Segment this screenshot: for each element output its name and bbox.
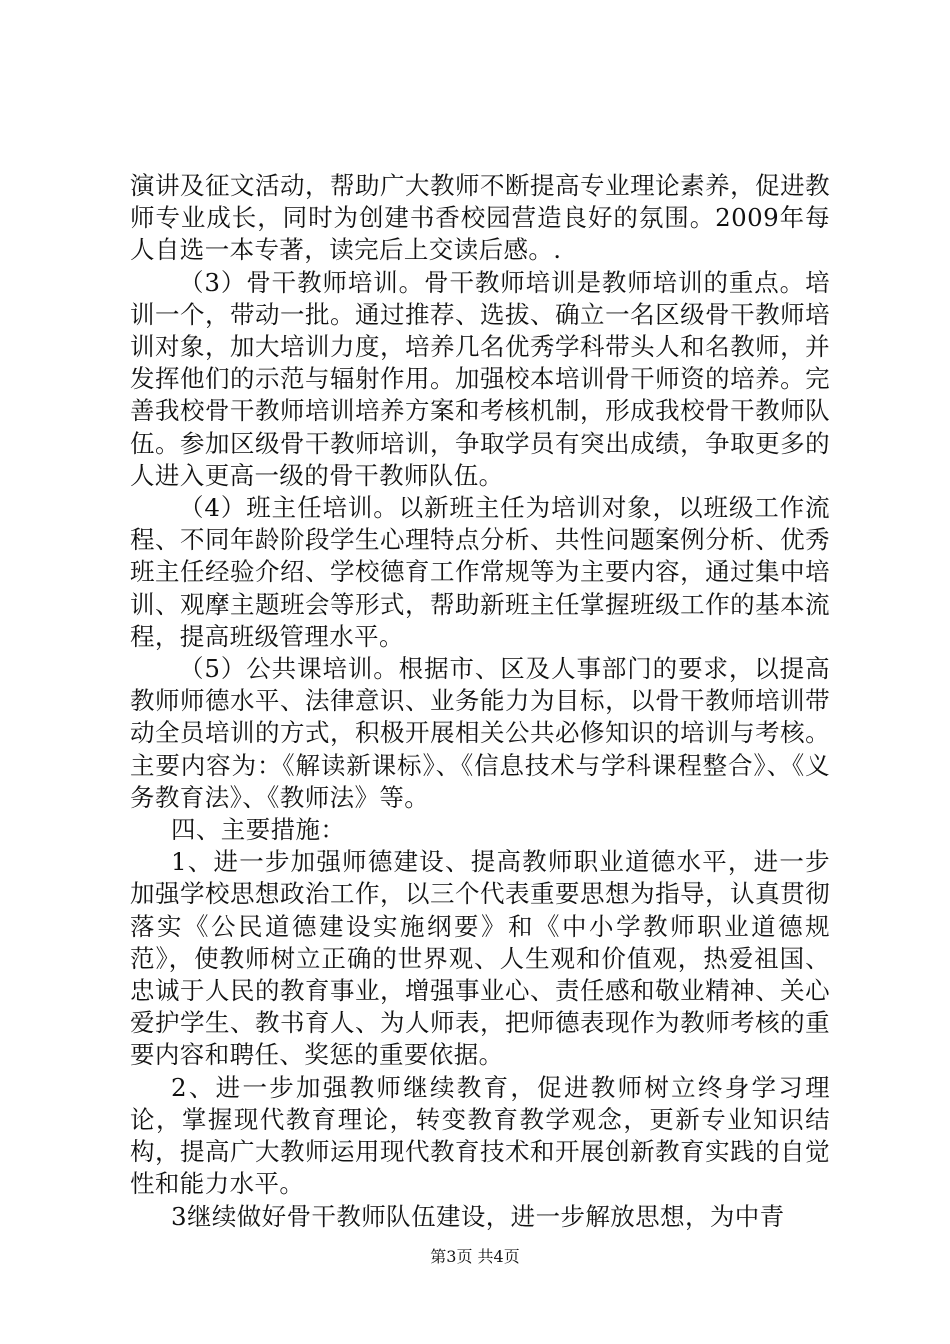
paragraph-backbone-teacher-training: （3）骨干教师培训。骨干教师培训是教师培训的重点。培训一个，带动一批。通过推荐、选拔、确立一名区级骨干教师培训对象，加大培训力度，培养几名优秀学科带头人和名教师，并发挥他们的示范与辐射作用。加强校本培训骨干师资的培养。完善我校骨干教师培训培养方案和考核机制，形成我校骨干教师队伍。参加区级骨干教师培训，争取学员有突出成绩，争取更多的人进入更高一级的骨干教师队伍。 <box>130 267 830 490</box>
document-body <box>130 170 830 1233</box>
paragraph-measure-3: 3继续做好骨干教师队伍建设，进一步解放思想，为中青 <box>171 1201 785 1231</box>
paragraph-public-course-training: （5）公共课培训。根据市、区及人事部门的要求，以提高教师师德水平、法律意识、业务能力为目标，以骨干教师培训带动全员培训的方式，积极开展相关公共必修知识的培训与考核。主要内容为：《解读新课标》、《信息技术与学科课程整合》、《义务教育法》、《教师法》等。 <box>130 654 830 812</box>
paragraph-class-teacher-training: （4）班主任培训。以新班主任为培训对象，以班级工作流程、不同年龄阶段学生心理特点分析、共性问题案例分析、优秀班主任经验介绍、学校德育工作常规等为主要内容，通过集中培训、观摩主题班会等形式，帮助新班主任掌握班级工作的基本流程，提高班级管理水平。 <box>130 493 830 651</box>
paragraph-measure-2: 2、进一步加强教师继续教育，促进教师树立终身学习理论，掌握现代教育理论，转变教育教学观念，更新专业知识结构，提高广大教师运用现代教育技术和开展创新教育实践的自觉性和能力水平。 <box>130 1072 830 1199</box>
section-heading-main-measures: 四、主要措施： <box>171 815 346 845</box>
paragraph-measure-1: 1、进一步加强师德建设、提高教师职业道德水平，进一步加强学校思想政治工作，以三个代表重要思想为指导，认真贯彻落实《公民道德建设实施纲要》和《中小学教师职业道德规范》，使教师树立正确的世界观、人生观和价值观，热爱祖国、忠诚于人民的教育事业，增强事业心、责任感和敬业精神、关心爱护学生、教书育人、为人师表，把师德表现作为教师考核的重要内容和聘任、奖惩的重要依据。 <box>130 847 830 1070</box>
paragraph-reading-activities: 演讲及征文活动，帮助广大教师不断提高专业理论素养，促进教师专业成长，同时为创建书香校园营造良好的氛围。2009年每人自选一本专著，读完后上交读后感。. <box>130 171 830 265</box>
page-number-footer: 第3页 共4页 <box>430 1247 520 1266</box>
